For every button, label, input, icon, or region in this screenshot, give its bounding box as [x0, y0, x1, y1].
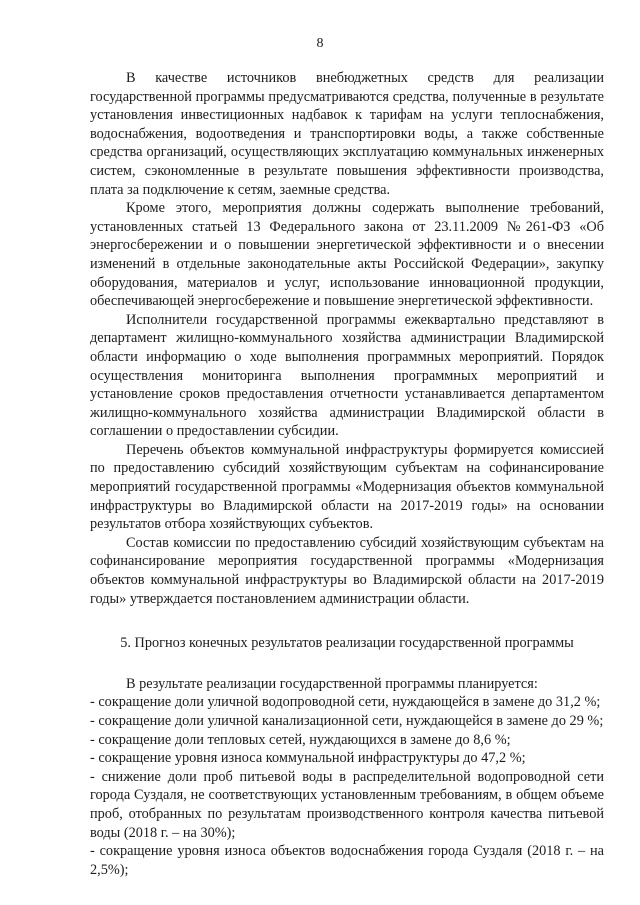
document-body [90, 69, 604, 879]
list-item: - сокращение уровня износа объектов водоснабжения города Суздаля (2018 г. – на 2,5%); [90, 843, 604, 878]
list-item: - сокращение уровня износа коммунальной инфраструктуры до 47,2 %; [90, 750, 526, 767]
list-item: - сокращение доли уличной водопроводной сети, нуждающейся в замене до 31,2 %; [90, 694, 601, 711]
paragraph-commission-composition: Состав комиссии по предоставлению субсидий хозяйствующим субъектам на софинансирование мероприятия государственной программы «Модернизация объектов коммунальной инфраструктуры во Владимирской области на 2017-2019 годы» утверждается постановлением администрации области. [90, 534, 604, 607]
paragraph-energy-requirements: Кроме этого, мероприятия должны содержать выполнение требований, установленных статьей 13 Федерального закона от 23.11.2009 №261-ФЗ «Об энергосбережении и о повышении энергетической эффективности и о внесении изменений в отдельные законодательные акты Российской Федерации», закупку оборудования, материалов и услуг, использование инновационной продукции, обеспечивающей энергосбережение и повышение энергетической эффективности. [90, 200, 604, 310]
list-item: - снижение доли проб питьевой воды в распределительной водопроводной сети города Суздаля, не соответствующих установленным требованиям, в общем объеме проб, отобранных по результатам производственного контроля качества питьевой воды (2018 г. – на 30%); [90, 768, 604, 841]
results-list [90, 693, 604, 879]
paragraph-quarterly-reporting: Исполнители государственной программы ежеквартально представляют в департамент жилищно-коммунального хозяйства администрации Владимирской области информацию о ходе выполнения программных мероприятий. Порядок осуществления мониторинга выполнения программных мероприятий и установление сроков предоставления отчетности устанавливается департаментом жилищно-коммунального хозяйства администрации Владимирской области в соглашении о предоставлении субсидии. [90, 311, 604, 440]
page-number: 8 [316, 36, 324, 51]
list-item: - сокращение доли тепловых сетей, нуждающихся в замене до 8,6 %; [90, 731, 511, 748]
list-item: - сокращение доли уличной канализационной сети, нуждающейся в замене до 29 %; [90, 713, 604, 729]
paragraph-object-list: Перечень объектов коммунальной инфраструктуры формируется комиссией по предоставлению субсидий хозяйствующим субъектам на софинансирование мероприятий государственной программы «Модернизация объектов коммунальной инфраструктуры во Владимирской области на 2017-2019 годы» на основании результатов отбора хозяйствующих субъектов. [90, 441, 604, 533]
paragraph-extrabudgetary-sources: В качестве источников внебюджетных средств для реализации государственной программы предусматриваются средства, полученные в результате установления инвестиционных надбавок к тарифам на услуги теплоснабжения, водоснабжения, водоотведения и транспортировки воды, а также собственные средства организаций, осуществляющих эксплуатацию коммунальных инженерных систем, сэкономленные в результате повышения эффективности производства, плата за подключение к сетям, заемные средства. [90, 70, 604, 198]
section-heading: 5. Прогноз конечных результатов реализации государственной программы [120, 635, 574, 652]
section-intro: В результате реализации государственной программы планируется: [126, 675, 538, 692]
